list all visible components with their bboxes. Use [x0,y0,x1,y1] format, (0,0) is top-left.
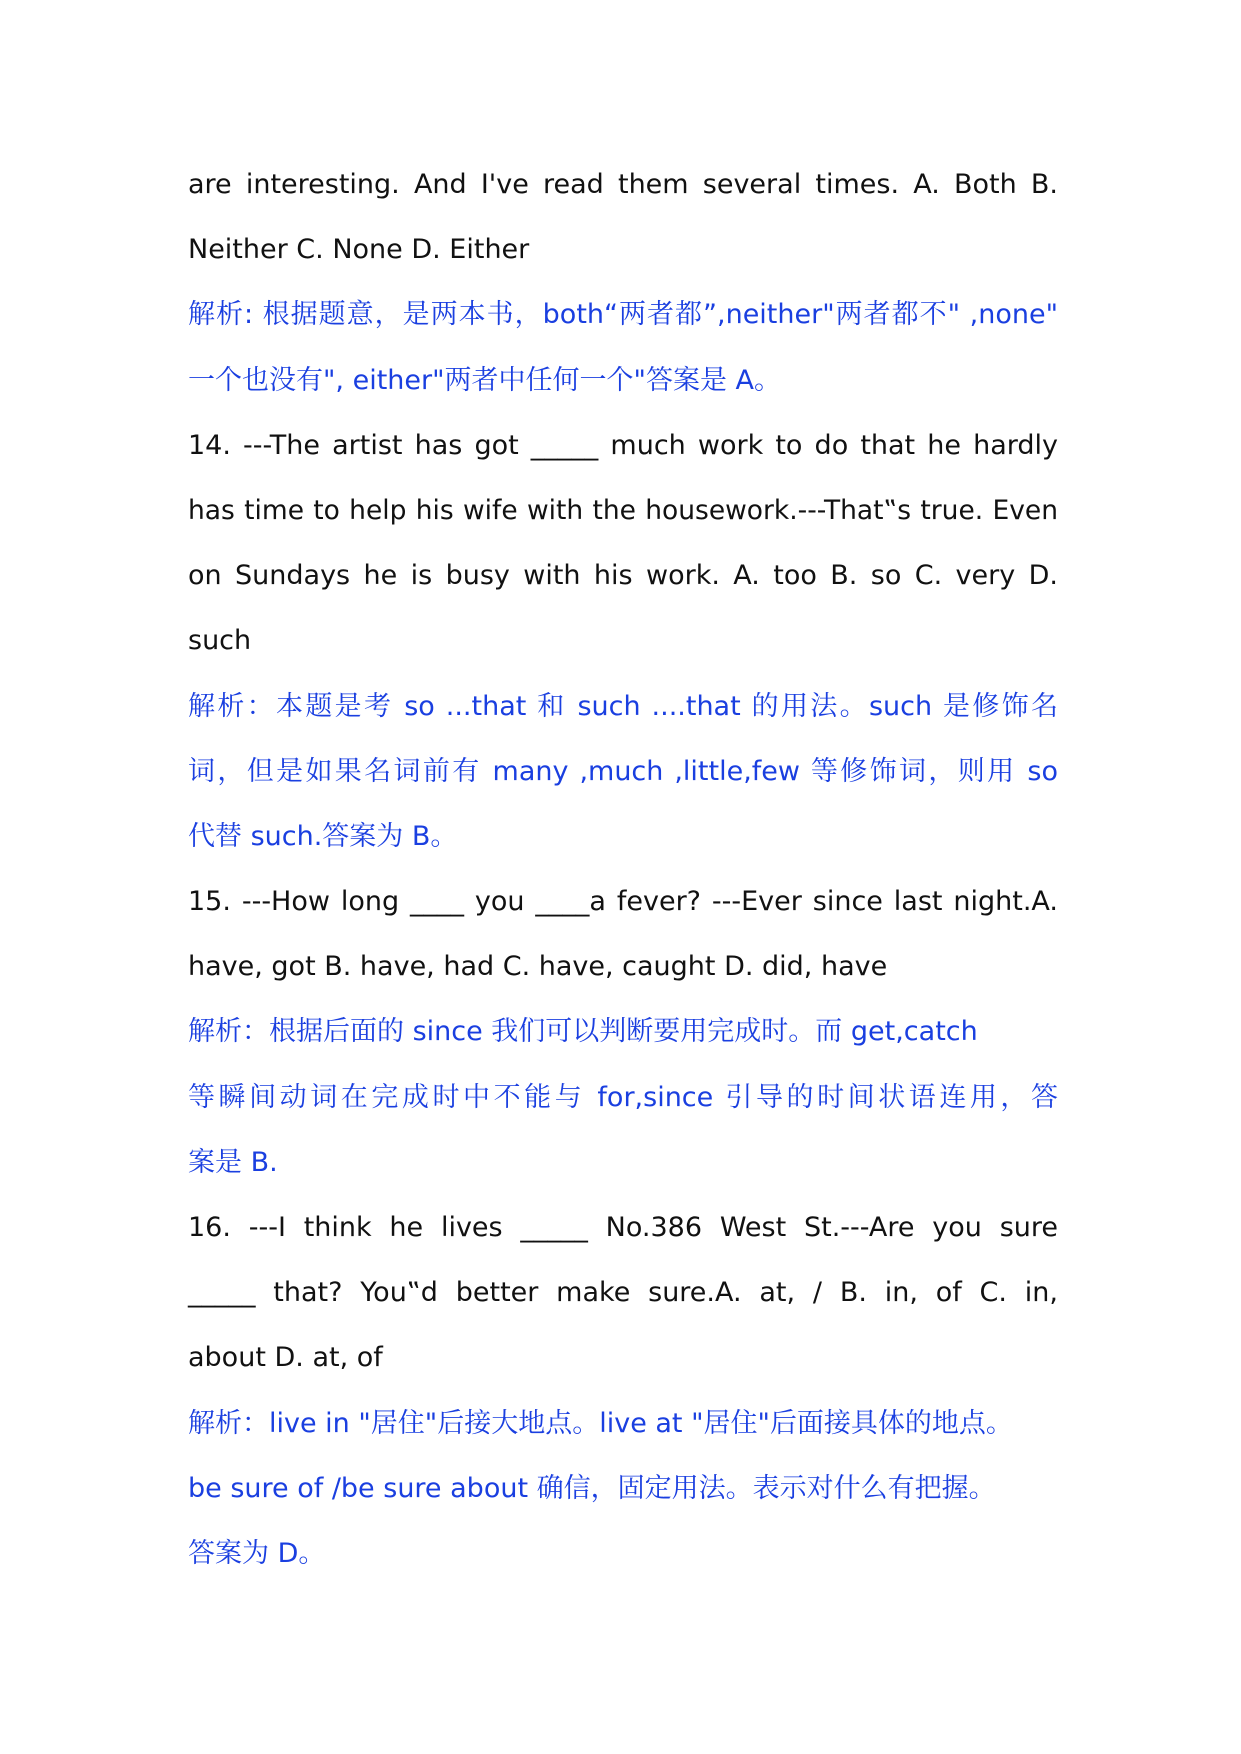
analysis-15-line-1: 解析：根据后面的 since 我们可以判断要用完成时。而 get,catch [188,1016,978,1048]
analysis-14-line-2: 词，但是如果名词前有 many ,much ,little,few 等修饰词，则用 so [188,755,1058,787]
question-14-line-4: such [188,625,252,657]
analysis-16-line-1: 解析：live in "居住"后接大地点。live at "居住"后面接具体的地点。 [188,1407,1013,1439]
analysis-14-line-3: 代替 such.答案为 B。 [188,820,458,852]
question-16-line-1: 16. ---I think he lives _____ No.386 West St.---Are you sure [188,1212,1058,1243]
question-15-options: have, got B. have, had C. have, caught D. did, have [188,951,888,983]
analysis-14-line-1: 解析：本题是考 so ...that 和 such ....that 的用法。such 是修饰名 [188,690,1058,722]
question-13-options: Neither C. None D. Either [188,234,530,266]
analysis-13-line-1: 解析: 根据题意，是两本书，both“两者都”,neither"两者都不" ,none" [188,299,1058,331]
question-14-line-2: has time to help his wife with the housework.---That‟s true. Even [188,494,1058,526]
document-body [188,152,1058,1586]
analysis-16-line-3: 答案为 D。 [188,1537,326,1569]
analysis-16-line-2: be sure of /be sure about 确信，固定用法。表示对什么有把握。 [188,1472,996,1504]
analysis-15-line-2: 等瞬间动词在完成时中不能与 for,since 引导的时间状语连用，答 [188,1081,1058,1113]
question-14-line-3: on Sundays he is busy with his work. A. too B. so C. very D. [188,560,1058,592]
question-16-line-3: about D. at, of [188,1342,383,1374]
question-15-line-1: 15. ---How long ____ you ____a fever? ---Ever since last night.A. [188,886,1058,918]
question-14-line-1: 14. ---The artist has got _____ much work to do that he hardly [188,429,1058,461]
question-16-line-2: _____ that? You‟d better make sure.A. at, / B. in, of C. in, [188,1277,1058,1309]
analysis-13-line-2: 一个也没有", either"两者中任何一个"答案是 A。 [188,364,781,396]
analysis-15-line-3: 案是 B. [188,1146,278,1178]
question-13-line-1: are interesting. And I've read them several times. A. Both B. [188,169,1058,200]
